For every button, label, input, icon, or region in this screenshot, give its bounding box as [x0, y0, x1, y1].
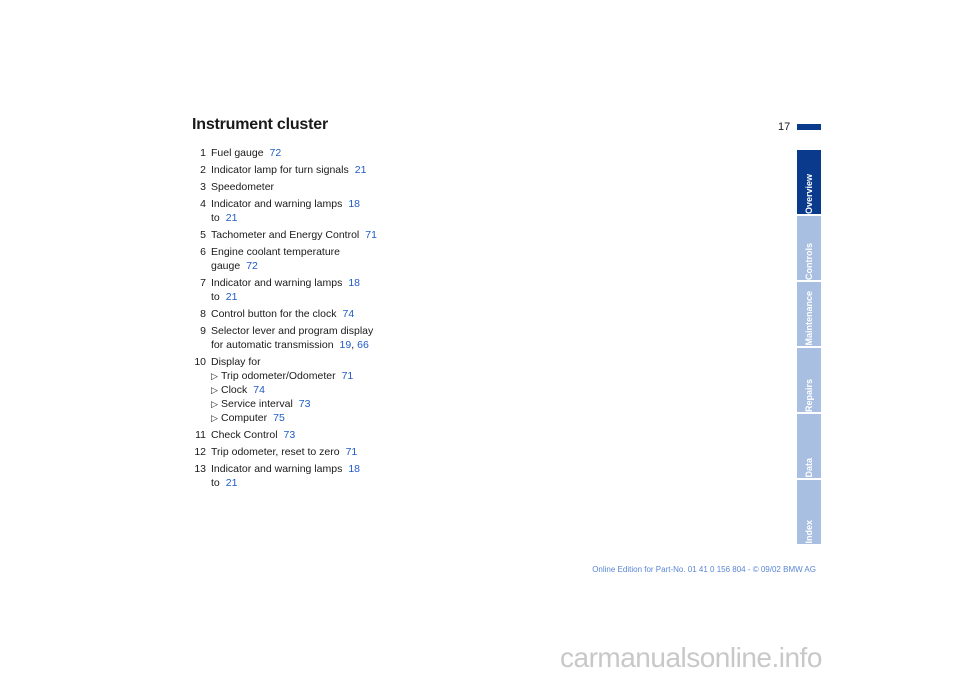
- tab-overview[interactable]: [797, 150, 821, 214]
- page-title: Instrument cluster: [192, 116, 328, 133]
- list-item: [192, 228, 402, 242]
- page-ref-link[interactable]: 74: [342, 308, 355, 320]
- item-number: 4: [200, 198, 206, 210]
- item-line: [211, 307, 402, 321]
- item-line: [211, 259, 402, 273]
- page-ref-link[interactable]: 71: [345, 446, 358, 458]
- item-number: 6: [200, 246, 206, 258]
- item-line: [211, 338, 402, 352]
- item-text: Tachometer and Energy Control: [211, 229, 360, 241]
- item-line: [211, 197, 402, 211]
- item-line: [211, 211, 402, 225]
- item-text: Speedometer: [211, 181, 275, 193]
- item-line: [211, 276, 402, 290]
- page-ref-link[interactable]: 21: [225, 291, 238, 303]
- item-text: Indicator and warning lamps: [211, 463, 343, 475]
- list-item: [192, 197, 402, 225]
- bullet-arrow-icon: ▷: [211, 371, 218, 381]
- tab-label: Repairs: [804, 378, 814, 412]
- tab-data[interactable]: [797, 414, 821, 478]
- item-line: [211, 428, 402, 442]
- item-text: Selector lever and program display: [211, 325, 374, 337]
- item-number: 7: [200, 277, 206, 289]
- item-text: Trip odometer, reset to zero: [211, 446, 340, 458]
- page-ref-link[interactable]: 73: [283, 429, 296, 441]
- item-line: [211, 290, 402, 304]
- page-ref-link[interactable]: 21: [225, 477, 238, 489]
- page-number: 17: [778, 121, 791, 133]
- page-ref-link[interactable]: 21: [354, 164, 367, 176]
- item-line: [211, 476, 402, 490]
- item-number: 11: [195, 429, 206, 441]
- page-ref-link[interactable]: 19: [339, 339, 352, 351]
- page-ref-link[interactable]: 18: [348, 198, 361, 210]
- item-line: [211, 180, 402, 194]
- sub-item: [211, 383, 402, 397]
- item-line: [211, 462, 402, 476]
- sub-item-text: Service interval: [221, 398, 293, 410]
- item-text: Display for: [211, 356, 261, 368]
- item-line: [211, 245, 402, 259]
- tab-label: Data: [804, 458, 814, 478]
- tab-label: Index: [804, 520, 814, 544]
- list-item: [192, 146, 402, 160]
- item-number: 2: [200, 164, 206, 176]
- page-ref-link[interactable]: 74: [253, 384, 265, 396]
- list-item: [192, 355, 402, 425]
- sub-item-text: Trip odometer/Odometer: [221, 370, 336, 382]
- list-item: [192, 276, 402, 304]
- item-line: [211, 163, 402, 177]
- item-line: [211, 445, 402, 459]
- edition-footer: Online Edition for Part-No. 01 41 0 156 804 - © 09/02 BMW AG: [592, 565, 816, 574]
- page-marker: [797, 124, 821, 130]
- item-line: [211, 228, 402, 242]
- tab-label: Controls: [804, 243, 814, 280]
- item-number: 9: [200, 325, 206, 337]
- item-number: 8: [200, 308, 206, 320]
- item-number: 12: [194, 446, 206, 458]
- item-text: for automatic transmission: [211, 339, 334, 351]
- item-text: Indicator and warning lamps: [211, 198, 343, 210]
- tab-label: Overview: [804, 173, 814, 214]
- tab-repairs[interactable]: [797, 348, 821, 412]
- item-text: gauge: [211, 260, 241, 272]
- watermark: carmanualsonline.info: [560, 642, 822, 673]
- list-item: [192, 462, 402, 490]
- item-number: 3: [200, 181, 206, 193]
- item-text: Fuel gauge: [211, 147, 264, 159]
- page-ref-link[interactable]: 18: [348, 277, 361, 289]
- ref-separator: ,: [351, 339, 355, 351]
- item-line: [211, 324, 402, 338]
- list-item: [192, 324, 402, 352]
- page-ref-link[interactable]: 73: [298, 398, 311, 410]
- list-item: [192, 428, 402, 442]
- sub-item: [211, 411, 402, 425]
- sub-item: [211, 397, 402, 411]
- tab-index[interactable]: [797, 480, 821, 544]
- item-number: 1: [200, 147, 206, 159]
- item-number: 13: [194, 463, 206, 475]
- page-ref-link[interactable]: 18: [348, 463, 361, 475]
- page-ref-link[interactable]: 72: [246, 260, 258, 272]
- item-number: 5: [200, 229, 206, 241]
- tab-controls[interactable]: [797, 216, 821, 280]
- page-ref-link[interactable]: 75: [273, 412, 285, 424]
- instrument-list: [192, 146, 402, 493]
- page-ref-link[interactable]: 71: [365, 229, 377, 241]
- bullet-arrow-icon: ▷: [211, 413, 218, 423]
- item-text: Indicator lamp for turn signals: [211, 164, 349, 176]
- section-tabs: [797, 150, 821, 546]
- page-ref-link[interactable]: 21: [225, 212, 238, 224]
- item-text: Engine coolant temperature: [211, 246, 340, 258]
- bullet-arrow-icon: ▷: [211, 385, 218, 395]
- page-ref-link[interactable]: 66: [357, 339, 369, 351]
- item-line: [211, 146, 402, 160]
- item-text: Indicator and warning lamps: [211, 277, 343, 289]
- list-item: [192, 245, 402, 273]
- page-ref-link[interactable]: 72: [269, 147, 282, 159]
- sub-item: [211, 369, 402, 383]
- tab-maintenance[interactable]: [797, 282, 821, 346]
- sub-item-text: Clock: [221, 384, 248, 396]
- sub-item-text: Computer: [221, 412, 268, 424]
- list-item: [192, 163, 402, 177]
- list-item: [192, 445, 402, 459]
- item-text: to: [211, 477, 220, 489]
- bullet-arrow-icon: ▷: [211, 399, 218, 409]
- item-text: to: [211, 291, 220, 303]
- page-ref-link[interactable]: 71: [341, 370, 354, 382]
- list-item: [192, 307, 402, 321]
- item-text: Control button for the clock: [211, 308, 337, 320]
- item-text: to: [211, 212, 220, 224]
- tab-label: Maintenance: [804, 291, 814, 346]
- item-text: Check Control: [211, 429, 278, 441]
- item-number: 10: [194, 356, 206, 368]
- item-line: [211, 355, 402, 369]
- list-item: [192, 180, 402, 194]
